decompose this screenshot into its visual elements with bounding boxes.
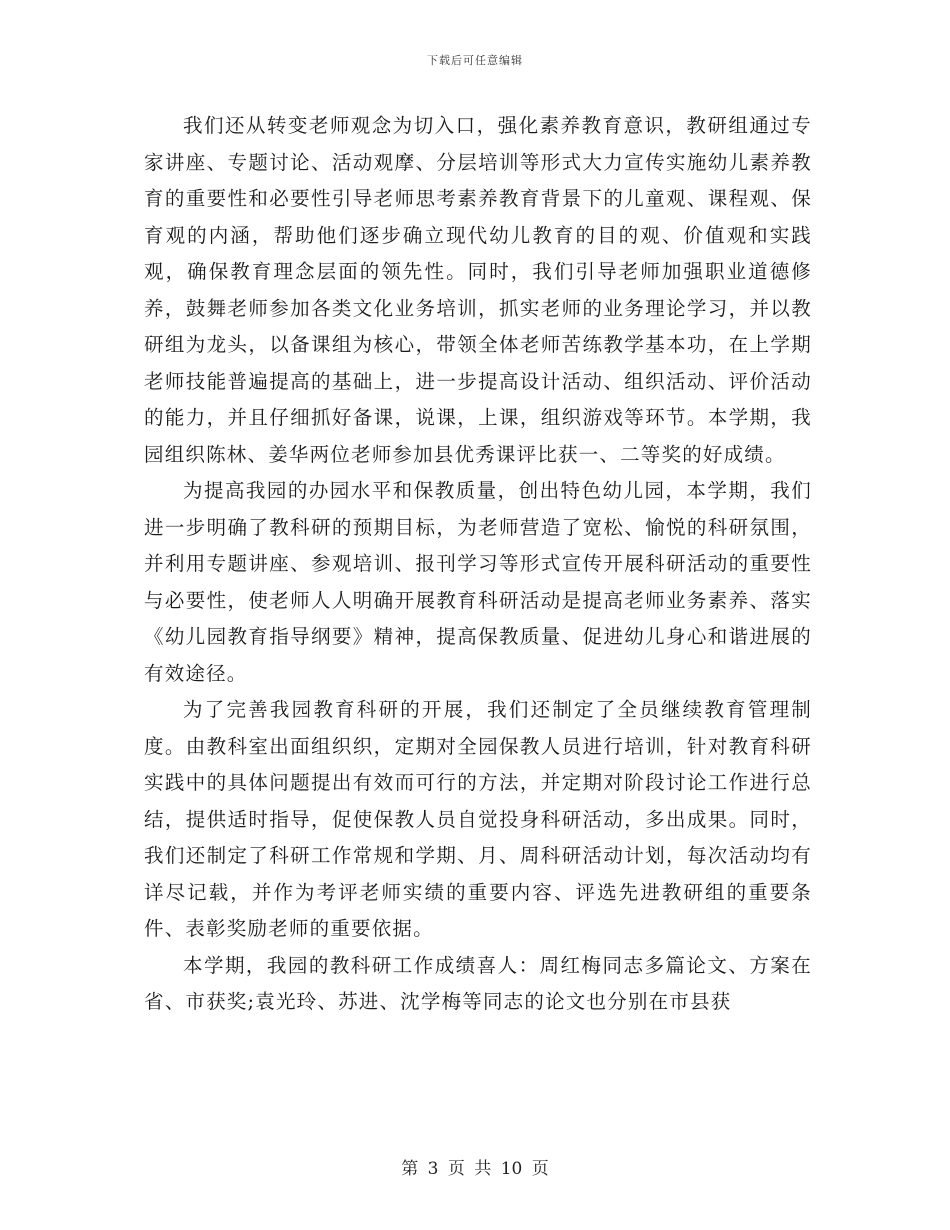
paragraph-research-achievements: 本学期，我园的教科研工作成绩喜人：周红梅同志多篇论文、方案在省、市获奖;袁光玲、苏进、沈学梅等同志的论文也分别在市县获	[144, 953, 812, 1013]
page-header-note: 下载后可任意编辑	[427, 54, 523, 67]
paragraph-teacher-concept: 我们还从转变老师观念为切入口，强化素养教育意识，教研组通过专家讲座、专题讨论、活动观摩、分层培训等形式大力宣传实施幼儿素养教育的重要性和必要性引导老师思考素养教育背景下的儿童观、课程观、保育观的内涵，帮助他们逐步确立现代幼儿教育的目的观、价值观和实践观，确保教育理念层面的领先性。同时，我们引导老师加强职业道德修养，鼓舞老师参加各类文化业务培训，抓实老师的业务理论学习，并以教研组为龙头，以备课组为核心，带领全体老师苦练教学基本功，在上学期老师技能普遍提高的基础上，进一步提高设计活动、组织活动、评价活动的能力，并且仔细抓好备课，说课，上课，组织游戏等环节。本学期，我园组织陈林、姜华两位老师参加县优秀课评比获一、二等奖的好成绩。	[144, 114, 812, 466]
paragraph-education-management: 为了完善我园教育科研的开展，我们还制定了全员继续教育管理制度。由教科室出面组织织，定期对全园保教人员进行培训，针对教育科研实践中的具体问题提出有效而可行的方法，并定期对阶段讨论工作进行总结，提供适时指导，促使保教人员自觉投身科研活动，多出成果。同时，我们还制定了科研工作常规和学期、月、周科研活动计划，每次活动均有详尽记载，并作为考评老师实绩的重要内容、评选先进教研组的重要条件、表彰奖励老师的重要依据。	[144, 698, 812, 940]
document-body	[144, 108, 812, 1021]
paragraph-research-goals: 为提高我园的办园水平和保教质量，创出特色幼儿园，本学期，我们进一步明确了教科研的预期目标，为老师营造了宽松、愉悦的科研氛围，并利用专题讲座、参观培训、报刊学习等形式宣传开展科研活动的重要性与必要性，使老师人人明确开展教育科研活动是提高老师业务素养、落实《幼儿园教育指导纲要》精神，提高保教质量、促进幼儿身心和谐进展的有效途径。	[144, 479, 812, 685]
page-number: 第 3 页 共 10 页	[401, 1159, 549, 1179]
